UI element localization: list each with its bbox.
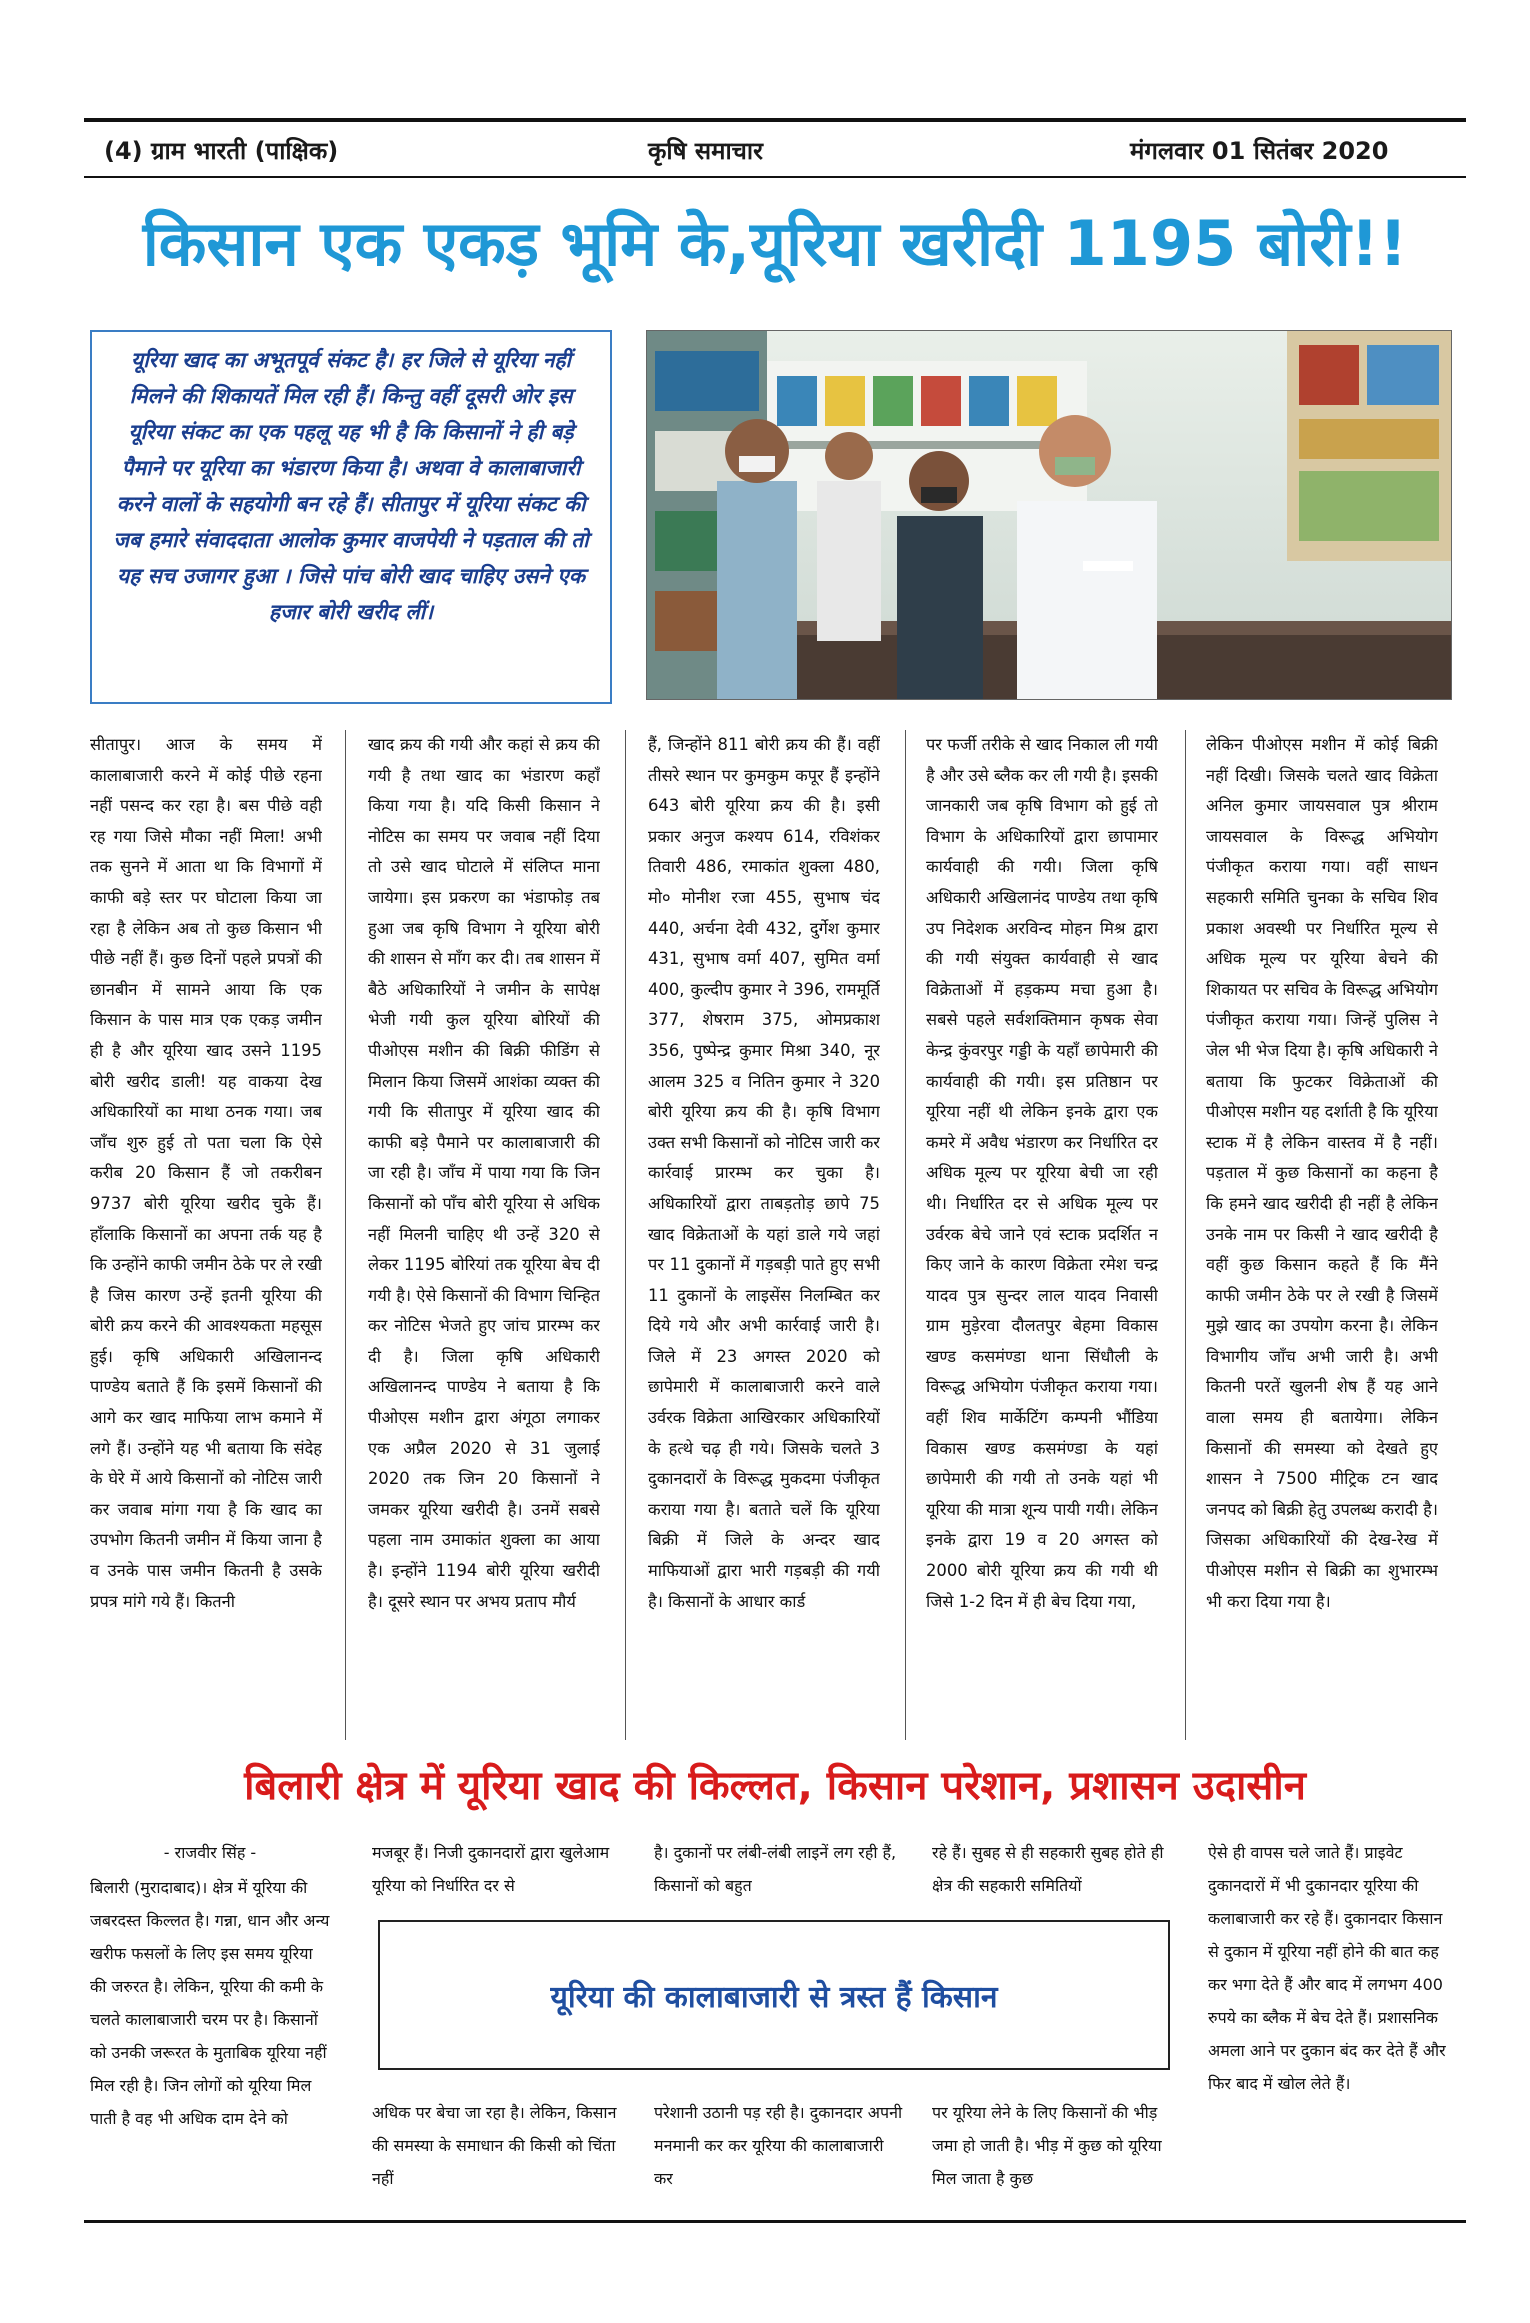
section-name: कृषि समाचार [648,137,763,165]
article-column-5: लेकिन पीओएस मशीन में कोई बिक्री नहीं दिखी। जिसके चलते खाद विक्रेता अनिल कुमार जायसवाल पुत्र श्रीराम जायसवाल के विरूद्ध अभियोग पंजीकृत कराया गया। वहीं साधन सहकारी समिति चुनका के सचिव शिव प्रकाश अवस्थी पर निर्धारित मूल्य से अधिक मूल्य पर यूरिया बेचने की शिकायत पर सचिव के विरूद्ध अभियोग पंजीकृत कराया गया। जिन्हें पुलिस ने जेल भी भेज दिया है। कृषि अधिकारी ने बताया कि फुटकर विक्रेताओं की पीओएस मशीन यह दर्शाती है कि यूरिया स्टाक में है लेकिन वास्तव में है नहीं। पड़ताल में कुछ किसानों का कहना है कि हमने खाद खरीदी ही नहीं है लेकिन उनके नाम पर किसी ने खाद खरीदी है वहीं कुछ किसान कहते हैं कि मैंने काफी जमीन ठेके पर ले रखी है जिसमें मुझे खाद का उपयोग करना है। लेकिन विभागीय जाँच अभी जारी है। अभी कितनी परतें खुलनी शेष हैं यह आने वाला समय ही बतायेगा। लेकिन किसानों की समस्या को देखते हुए शासन ने 7500 मीट्रिक टन खाद जनपद को बिक्री हेतु उपलब्ध करादी है। जिसका अधिकारियों की देख-रेख में पीओएस मशीन से बिक्री का शुभारम्भ भी करा दिया गया है। [1206,735,1438,1611]
article-column-3: हैं, जिन्होंने 811 बोरी क्रय की हैं। वहीं तीसरे स्थान पर कुमकुम कपूर हैं इन्होंने 643 बोरी यूरिया क्रय की है। इसी प्रकार अनुज कश्यप 614, रविशंकर तिवारी 486, रमाकांत शुक्ला 480, मो० मोनीश रजा 455, सुभाष चंद 440, अर्चना देवी 432, दुर्गेश कुमार 431, सुभाष वर्मा 407, सुमित वर्मा 400, कुल्दीप कुमार ने 396, राममूर्ति 377, शेषराम 375, ओमप्रकाश 356, पुष्पेन्द्र कुमार मिश्रा 340, नूर आलम 325 व नितिन कुमार ने 320 बोरी यूरिया क्रय की है। कृषि विभाग उक्त सभी किसानों को नोटिस जारी कर कार्रवाई प्रारम्भ कर चुका है। अधिकारियों द्वारा ताबड़तोड़ छापे 75 खाद विक्रेताओं के यहां डाले गये जहां पर 11 दुकानों में गड़बड़ी पाते हुए सभी 11 दुकानों के लाइसेंस निलम्बित कर दिये गये और अभी कार्रवाई जारी है। जिले में 23 अगस्त 2020 को छापेमारी में कालाबाजारी करने वाले उर्वरक विक्रेता आखिरकार अधिकारियों के हत्थे चढ़ ही गये। जिसके चलते 3 दुकानदारों के विरूद्ध मुकदमा पंजीकृत कराया गया है। बताते चलें कि यूरिया बिक्री में जिले के अन्दर खाद माफियाओं द्वारा भारी गड़बड़ी की गयी है। किसानों के आधार कार्ड [648,735,880,1611]
main-headline: किसान एक एकड़ भूमि के,यूरिया खरीदी 1195 बोरी!! [142,207,1408,280]
column-rule [905,730,906,1740]
second-article-column-5: ऐसे ही वापस चले जाते हैं। प्राइवेट दुकानदारों में भी दुकानदार यूरिया की कलाबाजारी कर रहे हैं। दुकानदार किसान से दुकान में यूरिया नहीं होने की बात कह कर भगा देते हैं और बाद में लगभग 400 रुपये का ब्लैक में बेच देते हैं। प्रशासनिक अमला आने पर दुकान बंद कर देते हैं और फिर बाद में खोल लेते हैं। [1208,1843,1446,2093]
article-column-4: पर फर्जी तरीके से खाद निकाल ली गयी है और उसे ब्लैक कर ली गयी है। इसकी जानकारी जब कृषि विभाग को हुई तो विभाग के अधिकारियों द्वारा छापामार कार्यवाही की गयी। जिला कृषि अधिकारी अखिलानंद पाण्डेय तथा कृषि उप निदेशक अरविन्द मोहन मिश्र द्वारा की गयी संयुक्त कार्यवाही से खाद विक्रेताओं में हड़कम्प मचा हुआ है। सबसे पहले सर्वशक्तिमान कृषक सेवा केन्द्र कुंवरपुर गड्डी के यहाँ छापेमारी की कार्यवाही की गयी। इस प्रतिष्ठान पर यूरिया नहीं थी लेकिन इनके द्वारा एक कमरे में अवैध भंडारण कर निर्धारित दर अधिक मूल्य पर यूरिया बेची जा रही थी। निर्धारित दर से अधिक मूल्य पर उर्वरक बेचे जाने एवं स्टाक प्रदर्शित न किए जाने के कारण विक्रेता रमेश चन्द्र यादव पुत्र सुन्दर लाल यादव निवासी ग्राम मुड़ेरवा दौलतपुर बेहमा विकास खण्ड कसमंण्डा थाना सिंधौली के विरूद्ध अभियोग पंजीकृत कराया गया। वहीं शिव मार्केटिंग कम्पनी भौंडिया विकास खण्ड कसमंण्डा के यहां छापेमारी की गयी तो उनके यहां भी यूरिया की मात्रा शून्य पायी गयी। लेकिन इनके द्वारा 19 व 20 अगस्त को 2000 बोरी यूरिया क्रय की गयी थी जिसे 1-2 दिन में ही बेच दिया गया, [926,735,1158,1611]
second-article-column-2-bottom: अधिक पर बेचा जा रहा है। लेकिन, किसान की समस्या के समाधान की किसी को चिंता नहीं [372,2103,617,2188]
second-article-column-2-top: मजबूर हैं। निजी दुकानदारों द्वारा खुलेआम यूरिया को निर्धारित दर से [372,1843,610,1895]
inset-title: यूरिया की कालाबाजारी से त्रस्त हैं किसान [550,1979,998,2015]
header-top-rule [84,118,1466,122]
inset-box [378,1920,1170,2070]
footer-rule [84,2220,1466,2223]
column-rule [625,730,626,1740]
article-column-2: खाद क्रय की गयी और कहां से क्रय की गयी है तथा खाद का भंडारण कहाँ किया गया है। यदि किसी किसान ने नोटिस का समय पर जवाब नहीं दिया तो उसे खाद घोटाले में संलिप्त माना जायेगा। इस प्रकरण का भंडाफोड़ तब हुआ जब कृषि विभाग ने यूरिया बोरी की शासन से माँग कर दी। तब शासन में बैठे अधिकारियों ने जमीन के सापेक्ष भेजी गयी कुल यूरिया बोरियों की पीओएस मशीन की बिक्री फीडिंग से मिलान किया जिसमें आशंका व्यक्त की गयी कि सीतापुर में यूरिया खाद की काफी बड़े पैमाने पर कालाबाजारी की जा रही है। जाँच में पाया गया कि जिन किसानों को पाँच बोरी यूरिया से अधिक नहीं मिलनी चाहिए थी उन्हें 320 से लेकर 1195 बोरियां तक यूरिया बेच दी गयी है। ऐसे किसानों की विभाग चिन्हित कर नोटिस भेजते हुए जांच प्रारम्भ कर दी है। जिला कृषि अधिकारी अखिलानन्द पाण्डेय ने बताया है कि पीओएस मशीन द्वारा अंगूठा लगाकर एक अप्रैल 2020 से 31 जुलाई 2020 तक जिन 20 किसानों ने जमकर यूरिया खरीदी है। उनमें सबसे पहला नाम उमाकांत शुक्ला का आया है। इन्होंने 1194 बोरी यूरिया खरीदी है। दूसरे स्थान पर अभय प्रताप मौर्य [368,735,600,1611]
column-rule [1185,730,1186,1740]
photo-illustration [647,331,1452,700]
second-article-column-4-bottom: पर यूरिया लेने के लिए किसानों की भीड़ जमा हो जाती है। भीड़ में कुछ को यूरिया मिल जाता है कुछ [932,2103,1162,2188]
column-rule [345,730,346,1740]
article-column-1: सीतापुर। आज के समय में कालाबाजारी करने में कोई पीछे रहना नहीं पसन्द कर रहा है। बस पीछे वही रह गया जिसे मौका नहीं मिला! अभी तक सुनने में आता था कि विभागों में काफी बड़े स्तर पर घोटाला किया जा रहा है लेकिन अब तो कुछ किसान भी पीछे नहीं हैं। कुछ दिनों पहले प्रपत्रों की छानबीन में सामने आया कि एक किसान के पास मात्र एक एकड़ जमीन ही है और यूरिया खाद उसने 1195 बोरी खरीद डाली! यह वाकया देख अधिकारियों का माथा ठनक गया। जब जाँच शुरु हुई तो पता चला कि ऐसे करीब 20 किसान हैं जो तकरीबन 9737 बोरी यूरिया खरीद चुके हैं। हाँलाकि किसानों का अपना तर्क यह है कि उन्होंने काफी जमीन ठेके पर ले रखी है जिस कारण उन्हें इतनी यूरिया की बोरी क्रय करने की आवश्यकता महसूस हुई। कृषि अधिकारी अखिलानन्द पाण्डेय बताते हैं कि इसमें किसानों की आगे कर खाद माफिया लाभ कमाने में लगे हैं। उन्होंने यह भी बताया कि संदेह के घेरे में आये किसानों को नोटिस जारी कर जवाब मांगा गया है कि खाद का उपभोग कितनी जमीन में किया जाना है व उनके पास जमीन कितनी है उसके प्रपत्र मांगे गये हैं। कितनी [90,735,322,1611]
second-article-text-1: बिलारी (मुरादाबाद)। क्षेत्र में यूरिया की जबरदस्त किल्लत है। गन्ना, धान और अन्य खरीफ फसलों के लिए इस समय यूरिया की जरुरत है। लेकिन, यूरिया की कमी के चलते कालाबाजारी चरम पर है। किसानों को उनकी जरूरत के मुताबिक यूरिया नहीं मिल रही है। जिन लोगों को यूरिया मिल पाती है वह भी अधिक दाम देने को [90,1878,330,2128]
byline: - राजवीर सिंह - [163,1843,257,1862]
second-article-column-3-top: है। दुकानों पर लंबी-लंबी लाइनें लग रही हैं, किसानों को बहुत [654,1843,897,1895]
second-article-column-1 [90,1836,330,2206]
second-article-column-3-bottom: परेशानी उठानी पड़ रही है। दुकानदार अपनी मनमानी कर कर यूरिया की कालाबाजारी कर [654,2103,903,2188]
intro-text: यूरिया खाद का अभूतपूर्व संकट है। हर जिले से यूरिया नहीं मिलने की शिकायतें मिल रही हैं। किन्तु वहीं दूसरी ओर इस यूरिया संकट का एक पहलू यह भी है कि किसानों ने ही बड़े पैमाने पर यूरिया का भंडारण किया है। अथवा वे कालाबाजारी करने वालों के सहयोगी बन रहे हैं। सीतापुर में यूरिया संकट की जब हमारे संवाददाता आलोक कुमार वाजपेयी ने पड़ताल की तो यह सच उजागर हुआ । जिसे पांच बोरी खाद चाहिए उसने एक हजार बोरी खरीद लीं। [113,347,589,624]
page-number-paper-name: (4) ग्राम भारती (पाक्षिक) [104,137,339,165]
second-headline: बिलारी क्षेत्र में यूरिया खाद की किल्लत, किसान परेशान, प्रशासन उदासीन [244,1763,1306,1809]
intro-box [90,330,612,704]
issue-date: मंगलवार 01 सितंबर 2020 [1130,137,1389,165]
news-photo [646,330,1452,700]
header-bottom-rule [84,176,1466,178]
second-article-column-4-top: रहे हैं। सुबह से ही सहकारी सुबह होते ही क्षेत्र की सहकारी समितियों [932,1843,1164,1895]
